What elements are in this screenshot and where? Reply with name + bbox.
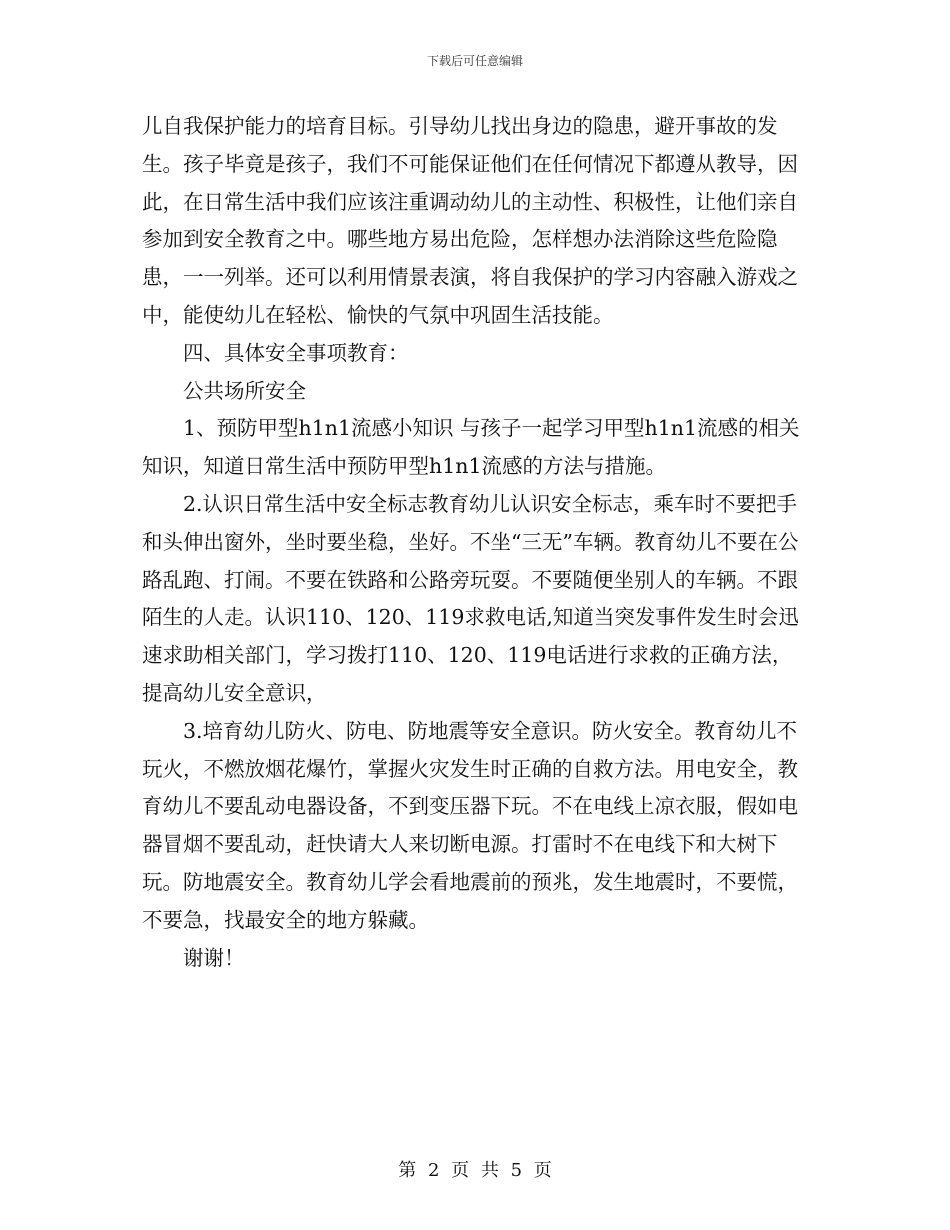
paragraph-item-3: 3.培育幼儿防火、防电、防地震等安全意识。防火安全。教育幼儿不玩火，不燃放烟花爆竹，掌握火灾发生时正确的自救方法。用电安全，教育幼儿不要乱动电器设备，不到变压器下玩。不在电线上凉衣服，假如电器冒烟不要乱动，赶快请大人来切断电源。打雷时不在电线下和大树下玩。防地震安全。教育幼儿学会看地震前的预兆，发生地震时，不要慌，不要急，找最安全的地方躲藏。 [142,718,798,932]
section-heading: 四、具体安全事项教育： [183,340,409,365]
paragraph-item-2: 2.认识日常生活中安全标志教育幼儿认识安全标志，乘车时不要把手和头伸出窗外，坐时要坐稳，坐好。不坐“三无”车辆。教育幼儿不要在公路乱跑、打闹。不要在铁路和公路旁玩耍。不要随便坐别人的车辆。不跟陌生的人走。认识110、120、119求救电话,知道当突发事件发生时会迅速求助相关部门，学习拨打110、120、119电话进行求救的正确方法，提高幼儿安全意识， [142,491,799,705]
paragraph-continuation: 儿自我保护能力的培育目标。引导幼儿找出身边的隐患，避开事故的发生。孩子毕竟是孩子，我们不可能保证他们在任何情况下都遵从教导，因此，在日常生活中我们应该注重调动幼儿的主动性、积极性，让他们亲自参加到安全教育之中。哪些地方易出危险，怎样想办法消除这些危险隐患，一一列举。还可以利用情景表演，将自我保护的学习内容融入游戏之中，能使幼儿在轻松、愉快的气氛中巩固生活技能。 [142,114,798,327]
page-footer: 第 2 页 共 5 页 [398,1160,552,1181]
closing-thanks: 谢谢！ [183,945,245,970]
subsection-heading: 公共场所安全 [183,378,306,403]
page-header: 下载后可任意编辑 [426,54,523,68]
paragraph-item-1: 1、预防甲型h1n1流感小知识 与孩子一起学习甲型h1n1流感的相关知识，知道日常生活中预防甲型h1n1流感的方法与措施。 [142,416,800,479]
document-body [142,108,812,977]
